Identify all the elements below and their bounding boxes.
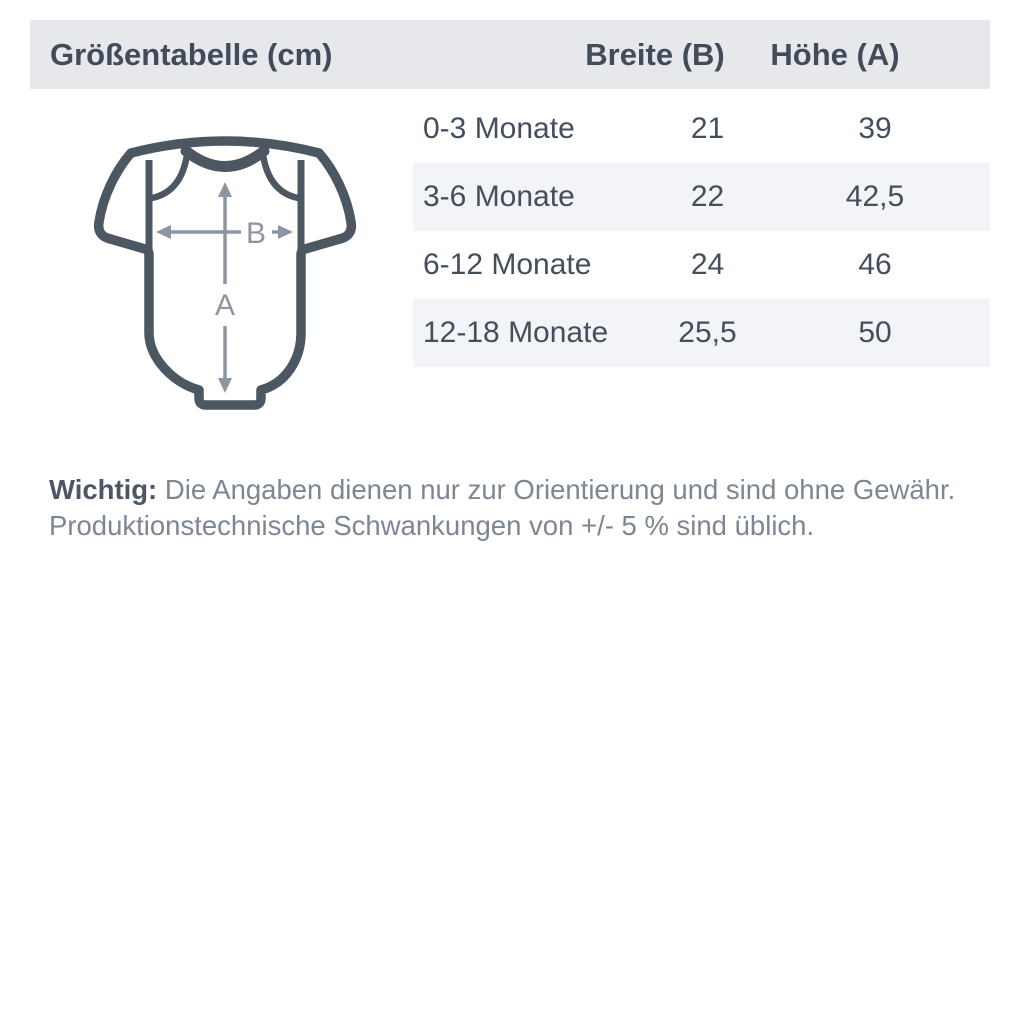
size-label: 3-6 Monate (423, 180, 575, 213)
height-value: 46 (858, 248, 892, 281)
disclaimer-line1: Die Angaben dienen nur zur Orientierung und sind ohne Gewähr. (164, 473, 956, 505)
table-row (413, 163, 990, 231)
width-value: 24 (690, 248, 725, 281)
height-value: 42,5 (845, 180, 905, 213)
disclaimer-line2: Produktionstechnische Schwankungen von +/- 5 % sind üblich. (49, 510, 815, 541)
height-value: 39 (858, 112, 892, 145)
width-value: 25,5 (678, 316, 737, 349)
size-label: 0-3 Monate (423, 112, 575, 145)
table-row (413, 231, 990, 299)
disclaimer-note (49, 472, 979, 545)
page-title: Größentabelle (cm) (50, 37, 333, 72)
width-value: 22 (690, 180, 725, 213)
height-value: 50 (858, 316, 892, 349)
label-width-b: B (245, 217, 267, 250)
table-row (413, 95, 990, 163)
size-table (413, 95, 990, 367)
label-height-a: A (214, 289, 236, 322)
disclaimer-label: Wichtig: (49, 473, 158, 505)
bodysuit-measurement-diagram (80, 125, 370, 420)
size-label: 6-12 Monate (423, 248, 592, 281)
table-row (413, 299, 990, 367)
column-header-width: Breite (B) (585, 37, 725, 72)
size-label: 12-18 Monate (423, 316, 609, 349)
width-value: 21 (690, 112, 725, 145)
table-header-bar (30, 20, 990, 89)
column-header-height: Höhe (A) (770, 37, 900, 72)
